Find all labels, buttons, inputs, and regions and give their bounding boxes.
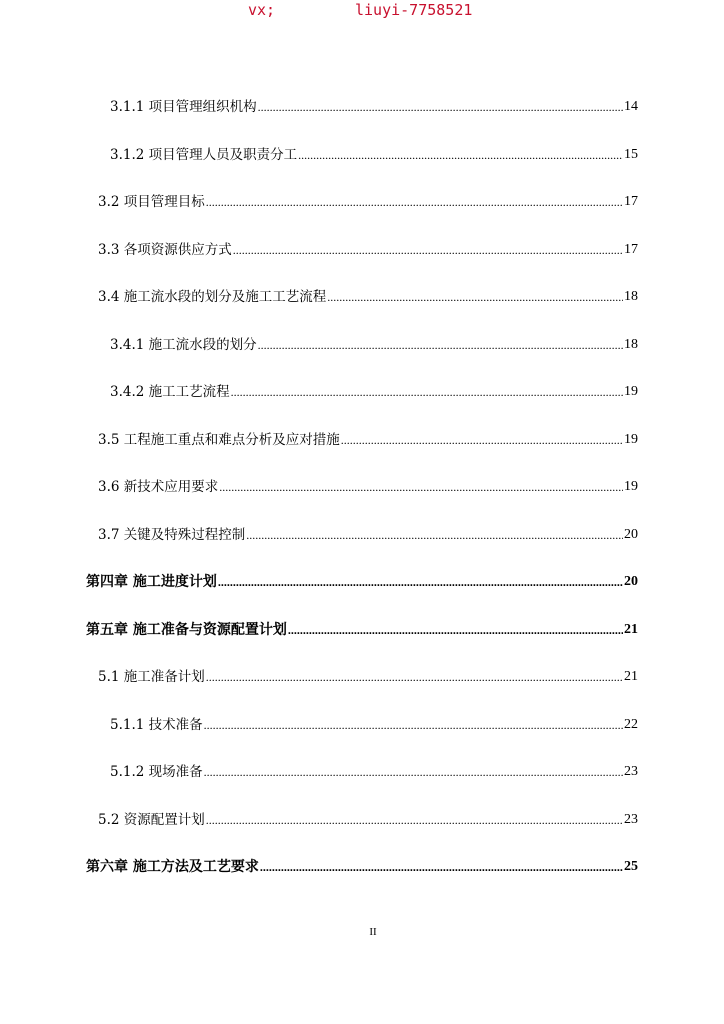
toc-entry-page: 25 [624, 859, 638, 874]
toc-dot-leader [246, 526, 623, 544]
toc-entry-page: 19 [624, 479, 638, 494]
toc-dot-leader [219, 478, 623, 496]
toc-entry-title: 5.2 资源配置计划 [98, 812, 205, 828]
toc-entry-page: 21 [624, 622, 638, 637]
toc-dot-leader [233, 241, 623, 259]
toc-chapter-entry[interactable] [86, 854, 638, 876]
wechat-label: vx; [248, 1, 276, 19]
toc-entry-page: 15 [624, 147, 638, 162]
toc-entry-page: 18 [624, 337, 638, 352]
toc-entry-title: 第六章 施工方法及工艺要求 [86, 859, 259, 875]
toc-entry[interactable] [98, 189, 638, 211]
toc-entry-page: 17 [624, 242, 638, 257]
toc-entry[interactable] [98, 522, 638, 544]
toc-entry[interactable] [110, 142, 638, 164]
toc-dot-leader [206, 193, 623, 211]
toc-entry-page: 19 [624, 432, 638, 447]
toc-dot-leader [327, 288, 623, 306]
watermark-header [0, 0, 724, 24]
toc-entry[interactable] [98, 237, 638, 259]
toc-dot-leader [298, 146, 623, 164]
toc-entry-title: 第四章 施工进度计划 [86, 574, 217, 590]
toc-entry[interactable] [98, 284, 638, 306]
toc-dot-leader [258, 336, 623, 354]
toc-dot-leader [204, 716, 623, 734]
toc-entry[interactable] [98, 427, 638, 449]
toc-entry-title: 3.2 项目管理目标 [98, 194, 205, 210]
toc-entry-title: 5.1.1 技术准备 [110, 717, 203, 733]
toc-entry-page: 23 [624, 764, 638, 779]
toc-dot-leader [206, 811, 623, 829]
toc-entry[interactable] [98, 807, 638, 829]
toc-entry-page: 20 [624, 574, 638, 589]
toc-entry-title: 3.4 施工流水段的划分及施工工艺流程 [98, 289, 327, 305]
toc-entry[interactable] [110, 379, 638, 401]
toc-dot-leader [260, 858, 623, 876]
toc-dot-leader [341, 431, 623, 449]
toc-dot-leader [218, 573, 623, 591]
toc-entry-page: 17 [624, 194, 638, 209]
toc-entry-page: 21 [624, 669, 638, 684]
toc-dot-leader [258, 98, 623, 116]
toc-entry[interactable] [98, 474, 638, 496]
toc-dot-leader [288, 621, 623, 639]
toc-entry[interactable] [110, 712, 638, 734]
contact-id: liuyi-7758521 [355, 1, 473, 19]
toc-entry[interactable] [110, 94, 638, 116]
toc-entry-title: 5.1.2 现场准备 [110, 764, 203, 780]
toc-chapter-entry[interactable] [86, 617, 638, 639]
toc-entry-page: 20 [624, 527, 638, 542]
toc-entry-title: 3.1.2 项目管理人员及职责分工 [110, 147, 298, 163]
toc-dot-leader [204, 763, 623, 781]
toc-entry-title: 5.1 施工准备计划 [98, 669, 205, 685]
toc-chapter-entry[interactable] [86, 569, 638, 591]
toc-entry-title: 3.6 新技术应用要求 [98, 479, 219, 495]
toc-dot-leader [231, 383, 623, 401]
toc-entry[interactable] [110, 759, 638, 781]
toc-dot-leader [206, 668, 623, 686]
toc-entry-title: 3.5 工程施工重点和难点分析及应对措施 [98, 432, 340, 448]
toc-entry-title: 3.3 各项资源供应方式 [98, 242, 232, 258]
toc-entry-page: 23 [624, 812, 638, 827]
toc-entry-page: 18 [624, 289, 638, 304]
toc-entry-title: 3.4.2 施工工艺流程 [110, 384, 230, 400]
toc-entry-title: 第五章 施工准备与资源配置计划 [86, 622, 287, 638]
toc-entry-page: 14 [624, 99, 638, 114]
page-number: II [369, 926, 377, 938]
toc-entry[interactable] [98, 664, 638, 686]
toc-entry-title: 3.4.1 施工流水段的划分 [110, 337, 257, 353]
toc-entry-title: 3.1.1 项目管理组织机构 [110, 99, 257, 115]
toc-entry[interactable] [110, 332, 638, 354]
toc-entry-page: 22 [624, 717, 638, 732]
toc-entry-page: 19 [624, 384, 638, 399]
toc-entry-title: 3.7 关键及特殊过程控制 [98, 527, 246, 543]
